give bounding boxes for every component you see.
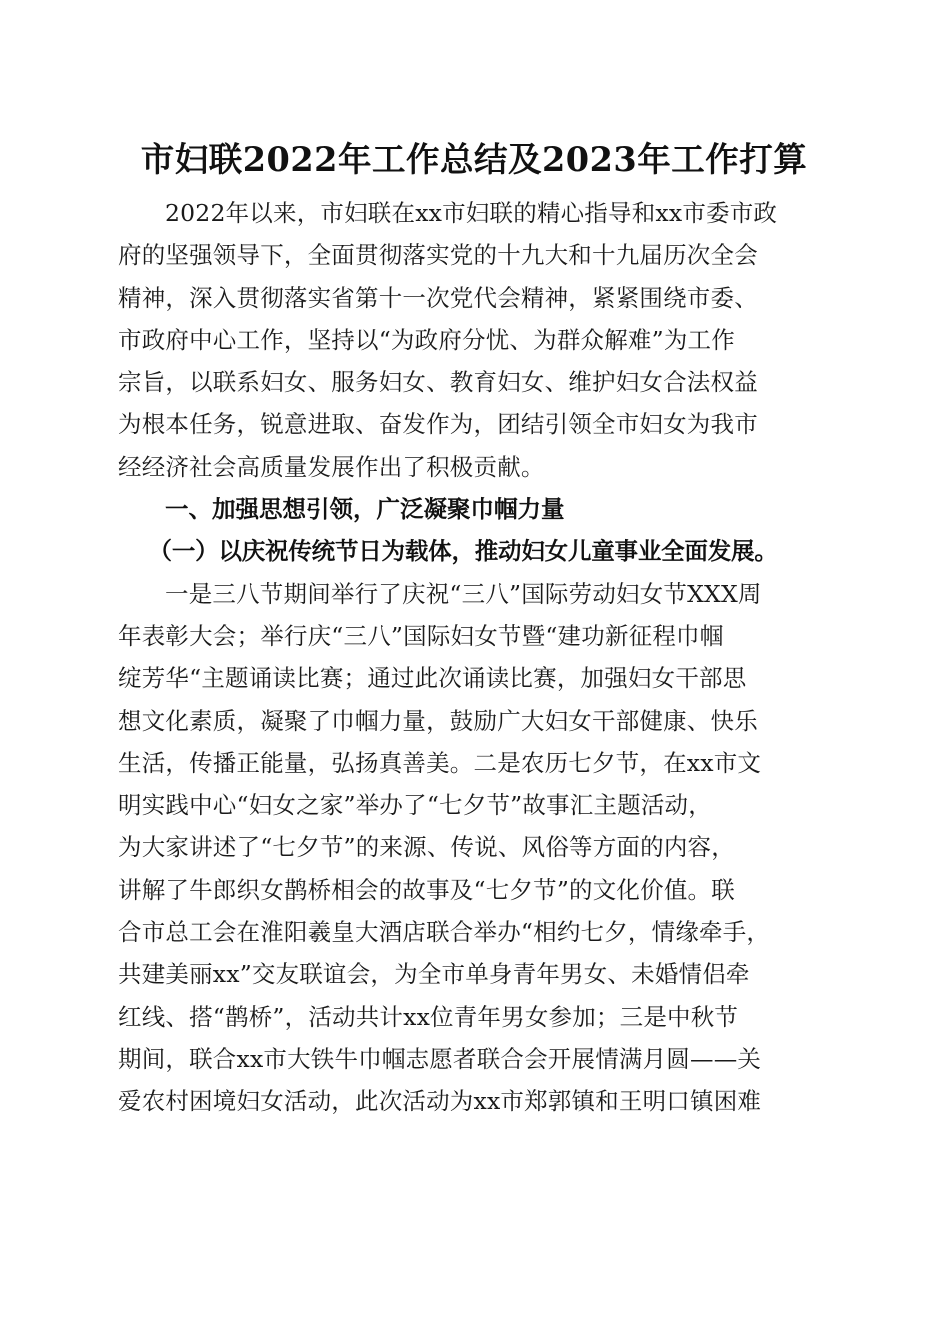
body-line: 讲解了牛郎织女鹊桥相会的故事及“七夕节”的文化价值。联 — [118, 875, 735, 904]
body-line: 期间，联合xx市大铁牛巾帼志愿者联合会开展情满月圆——关 — [118, 1044, 762, 1073]
intro-line: 为根本任务，锐意进取、奋发作为，团结引领全市妇女为我市 — [118, 410, 758, 439]
intro-line: 市政府中心工作，坚持以“为政府分忧、为群众解难”为工作 — [118, 325, 735, 354]
document-title: 市妇联2022年工作总结及2023年工作打算 — [140, 140, 808, 179]
body-line: 生活，传播正能量，弘扬真善美。二是农历七夕节，在xx市文 — [118, 748, 762, 777]
body-line: 年表彰大会；举行庆“三八”国际妇女节暨“建功新征程巾帼 — [118, 621, 724, 650]
body-line: 共建美丽xx”交友联谊会，为全市单身青年男女、未婚情侣牵 — [118, 960, 750, 989]
intro-line: 2022年以来，市妇联在xx市妇联的精心指导和xx市委市政 — [165, 199, 778, 227]
intro-line: 府的坚强领导下，全面贯彻落实党的十九大和十九届历次全会 — [118, 241, 758, 270]
section-heading: 一、加强思想引领，广泛凝聚巾帼力量 — [165, 495, 565, 524]
body-line: 红线、搭“鹊桥”，活动共计xx位青年男女参加；三是中秋节 — [118, 1002, 739, 1031]
intro-line: 精神，深入贯彻落实省第十一次党代会精神，紧紧围绕市委、 — [118, 283, 758, 312]
body-line: 明实践中心“妇女之家”举办了“七夕节”故事汇主题活动， — [118, 791, 712, 820]
body-line: 一是三八节期间举行了庆祝“三八”国际劳动妇女节XXX周 — [165, 579, 762, 608]
body-paragraph — [118, 573, 830, 1123]
intro-line: 宗旨，以联系妇女、服务妇女、教育妇女、维护妇女合法权益 — [118, 368, 758, 397]
intro-paragraph — [118, 192, 830, 488]
body-line: 爱农村困境妇女活动，此次活动为xx市郑郭镇和王明口镇困难 — [118, 1087, 762, 1116]
body-line: 为大家讲述了“七夕节”的来源、传说、风俗等方面的内容， — [118, 833, 735, 862]
subsection-heading: （一）以庆祝传统节日为载体，推动妇女儿童事业全面发展。 — [148, 537, 778, 566]
body-line: 绽芳华“主题诵读比赛；通过此次诵读比赛，加强妇女干部思 — [118, 664, 747, 693]
body-line: 想文化素质，凝聚了巾帼力量，鼓励广大妇女干部健康、快乐 — [118, 706, 758, 735]
body-line: 合市总工会在淮阳羲皇大酒店联合举办“相约七夕，情缘牵手， — [118, 918, 771, 947]
document-content — [118, 130, 830, 1123]
intro-line: 经经济社会高质量发展作出了积极贡献。 — [118, 452, 545, 481]
